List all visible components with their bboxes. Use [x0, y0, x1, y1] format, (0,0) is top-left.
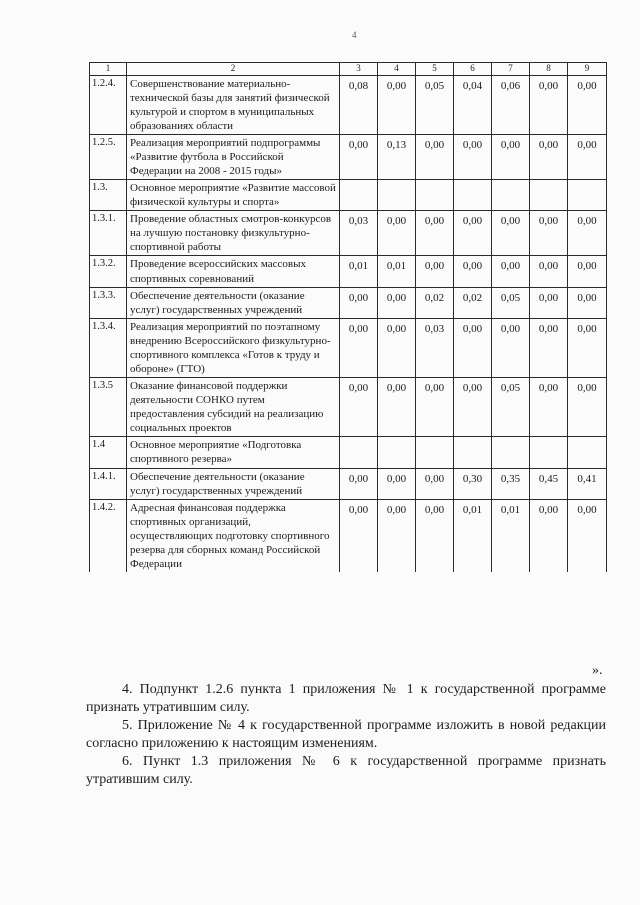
row-number: 1.4.2. — [90, 499, 127, 572]
row-description: Оказание финансовой поддержки деятельности СОНКО путем предоставления субсидий на реализацию социальных проектов — [127, 378, 340, 437]
program-table — [89, 62, 607, 572]
row-number: 1.2.5. — [90, 134, 127, 179]
value-cell: 0,00 — [454, 211, 492, 256]
table-row — [90, 75, 607, 134]
value-cell: 0,01 — [378, 256, 416, 287]
row-number: 1.3.5 — [90, 378, 127, 437]
header-cell: 3 — [340, 63, 378, 76]
page-number: 4 — [352, 30, 357, 40]
value-cell — [416, 180, 454, 211]
value-cell: 0,00 — [454, 134, 492, 179]
value-cell: 0,00 — [378, 75, 416, 134]
row-description: Основное мероприятие «Развитие массовой физической культуры и спорта» — [127, 180, 340, 211]
table-row — [90, 256, 607, 287]
value-cell: 0,35 — [492, 468, 530, 499]
value-cell — [568, 180, 607, 211]
header-cell: 1 — [90, 63, 127, 76]
row-number: 1.3.1. — [90, 211, 127, 256]
value-cell: 0,00 — [378, 211, 416, 256]
row-description: Реализация мероприятий по поэтапному внедрению Всероссийского физкультурно-спортивного комплекса «Готов к труду и обороне» (ГТО) — [127, 318, 340, 377]
value-cell: 0,13 — [378, 134, 416, 179]
header-cell: 5 — [416, 63, 454, 76]
value-cell: 0,00 — [454, 318, 492, 377]
value-cell: 0,08 — [340, 75, 378, 134]
table-row — [90, 437, 607, 468]
value-cell: 0,00 — [340, 378, 378, 437]
value-cell: 0,02 — [416, 287, 454, 318]
value-cell: 0,00 — [340, 499, 378, 572]
value-cell: 0,00 — [492, 211, 530, 256]
row-number: 1.3.3. — [90, 287, 127, 318]
table-header-row — [90, 63, 607, 76]
row-description: Проведение всероссийских массовых спортивных соревнований — [127, 256, 340, 287]
value-cell — [492, 437, 530, 468]
table-row — [90, 211, 607, 256]
value-cell: 0,00 — [530, 499, 568, 572]
value-cell: 0,00 — [416, 211, 454, 256]
header-cell: 9 — [568, 63, 607, 76]
value-cell: 0,00 — [568, 256, 607, 287]
value-cell: 0,01 — [340, 256, 378, 287]
value-cell: 0,00 — [378, 499, 416, 572]
row-description: Реализация мероприятий подпрограммы «Развитие футбола в Российской Федерации на 2008 - 2015 годы» — [127, 134, 340, 179]
value-cell: 0,00 — [416, 134, 454, 179]
value-cell: 0,05 — [492, 378, 530, 437]
value-cell: 0,00 — [454, 378, 492, 437]
header-cell: 6 — [454, 63, 492, 76]
table-row — [90, 318, 607, 377]
closing-quote: ». — [592, 663, 603, 678]
value-cell: 0,00 — [492, 318, 530, 377]
value-cell: 0,00 — [530, 134, 568, 179]
value-cell: 0,00 — [378, 378, 416, 437]
value-cell: 0,00 — [568, 75, 607, 134]
row-description: Обеспечение деятельности (оказание услуг) государственных учреждений — [127, 468, 340, 499]
value-cell: 0,00 — [340, 134, 378, 179]
value-cell: 0,05 — [416, 75, 454, 134]
value-cell: 0,41 — [568, 468, 607, 499]
value-cell: 0,00 — [568, 378, 607, 437]
value-cell: 0,00 — [568, 499, 607, 572]
value-cell: 0,00 — [378, 468, 416, 499]
table-row — [90, 499, 607, 572]
value-cell: 0,00 — [492, 134, 530, 179]
value-cell: 0,00 — [454, 256, 492, 287]
header-cell: 2 — [127, 63, 340, 76]
value-cell: 0,04 — [454, 75, 492, 134]
header-cell: 7 — [492, 63, 530, 76]
value-cell — [340, 180, 378, 211]
value-cell: 0,06 — [492, 75, 530, 134]
value-cell — [454, 437, 492, 468]
value-cell: 0,00 — [340, 287, 378, 318]
value-cell — [378, 437, 416, 468]
row-description: Адресная финансовая поддержка спортивных организаций, осуществляющих подготовку спортивного резерва для сборных команд Российской Федерации — [127, 499, 340, 572]
table-row — [90, 180, 607, 211]
value-cell: 0,00 — [378, 318, 416, 377]
value-cell: 0,00 — [568, 318, 607, 377]
table-row — [90, 134, 607, 179]
row-description: Совершенствование материально-технической базы для занятий физической культурой и спортом в муниципальных образованиях области — [127, 75, 340, 134]
value-cell: 0,00 — [568, 211, 607, 256]
value-cell — [568, 437, 607, 468]
paragraph-4: 4. Подпункт 1.2.6 пункта 1 приложения № 1 к государственной программе признать утратившим силу. — [86, 682, 606, 715]
value-cell: 0,00 — [530, 378, 568, 437]
row-description: Основное мероприятие «Подготовка спортивного резерва» — [127, 437, 340, 468]
value-cell: 0,00 — [416, 256, 454, 287]
table-row — [90, 378, 607, 437]
paragraph-5: 5. Приложение № 4 к государственной программе изложить в новой редакции согласно приложению к настоящим изменениям. — [86, 718, 606, 751]
value-cell: 0,00 — [530, 287, 568, 318]
row-number: 1.3.4. — [90, 318, 127, 377]
table-row — [90, 287, 607, 318]
header-cell: 8 — [530, 63, 568, 76]
value-cell: 0,02 — [454, 287, 492, 318]
value-cell: 0,00 — [416, 378, 454, 437]
value-cell: 0,00 — [492, 256, 530, 287]
value-cell: 0,00 — [530, 75, 568, 134]
table-row — [90, 468, 607, 499]
paragraph-6: 6. Пункт 1.3 приложения № 6 к государственной программе признать утратившим силу. — [86, 754, 606, 787]
value-cell: 0,00 — [416, 499, 454, 572]
row-number: 1.3.2. — [90, 256, 127, 287]
value-cell — [492, 180, 530, 211]
value-cell: 0,01 — [454, 499, 492, 572]
value-cell: 0,03 — [416, 318, 454, 377]
value-cell — [530, 180, 568, 211]
value-cell: 0,00 — [530, 318, 568, 377]
value-cell — [416, 437, 454, 468]
row-number: 1.2.4. — [90, 75, 127, 134]
row-number: 1.4.1. — [90, 468, 127, 499]
row-description: Обеспечение деятельности (оказание услуг) государственных учреждений — [127, 287, 340, 318]
value-cell — [454, 180, 492, 211]
value-cell — [530, 437, 568, 468]
row-description: Проведение областных смотров-конкурсов на лучшую постановку физкультурно-спортивной работы — [127, 211, 340, 256]
value-cell: 0,00 — [340, 318, 378, 377]
value-cell — [340, 437, 378, 468]
value-cell: 0,00 — [530, 211, 568, 256]
value-cell: 0,45 — [530, 468, 568, 499]
row-number: 1.4 — [90, 437, 127, 468]
value-cell: 0,01 — [492, 499, 530, 572]
value-cell: 0,03 — [340, 211, 378, 256]
value-cell: 0,30 — [454, 468, 492, 499]
value-cell: 0,00 — [530, 256, 568, 287]
value-cell: 0,05 — [492, 287, 530, 318]
value-cell — [378, 180, 416, 211]
value-cell: 0,00 — [568, 287, 607, 318]
value-cell: 0,00 — [378, 287, 416, 318]
value-cell: 0,00 — [416, 468, 454, 499]
value-cell: 0,00 — [340, 468, 378, 499]
row-number: 1.3. — [90, 180, 127, 211]
value-cell: 0,00 — [568, 134, 607, 179]
header-cell: 4 — [378, 63, 416, 76]
